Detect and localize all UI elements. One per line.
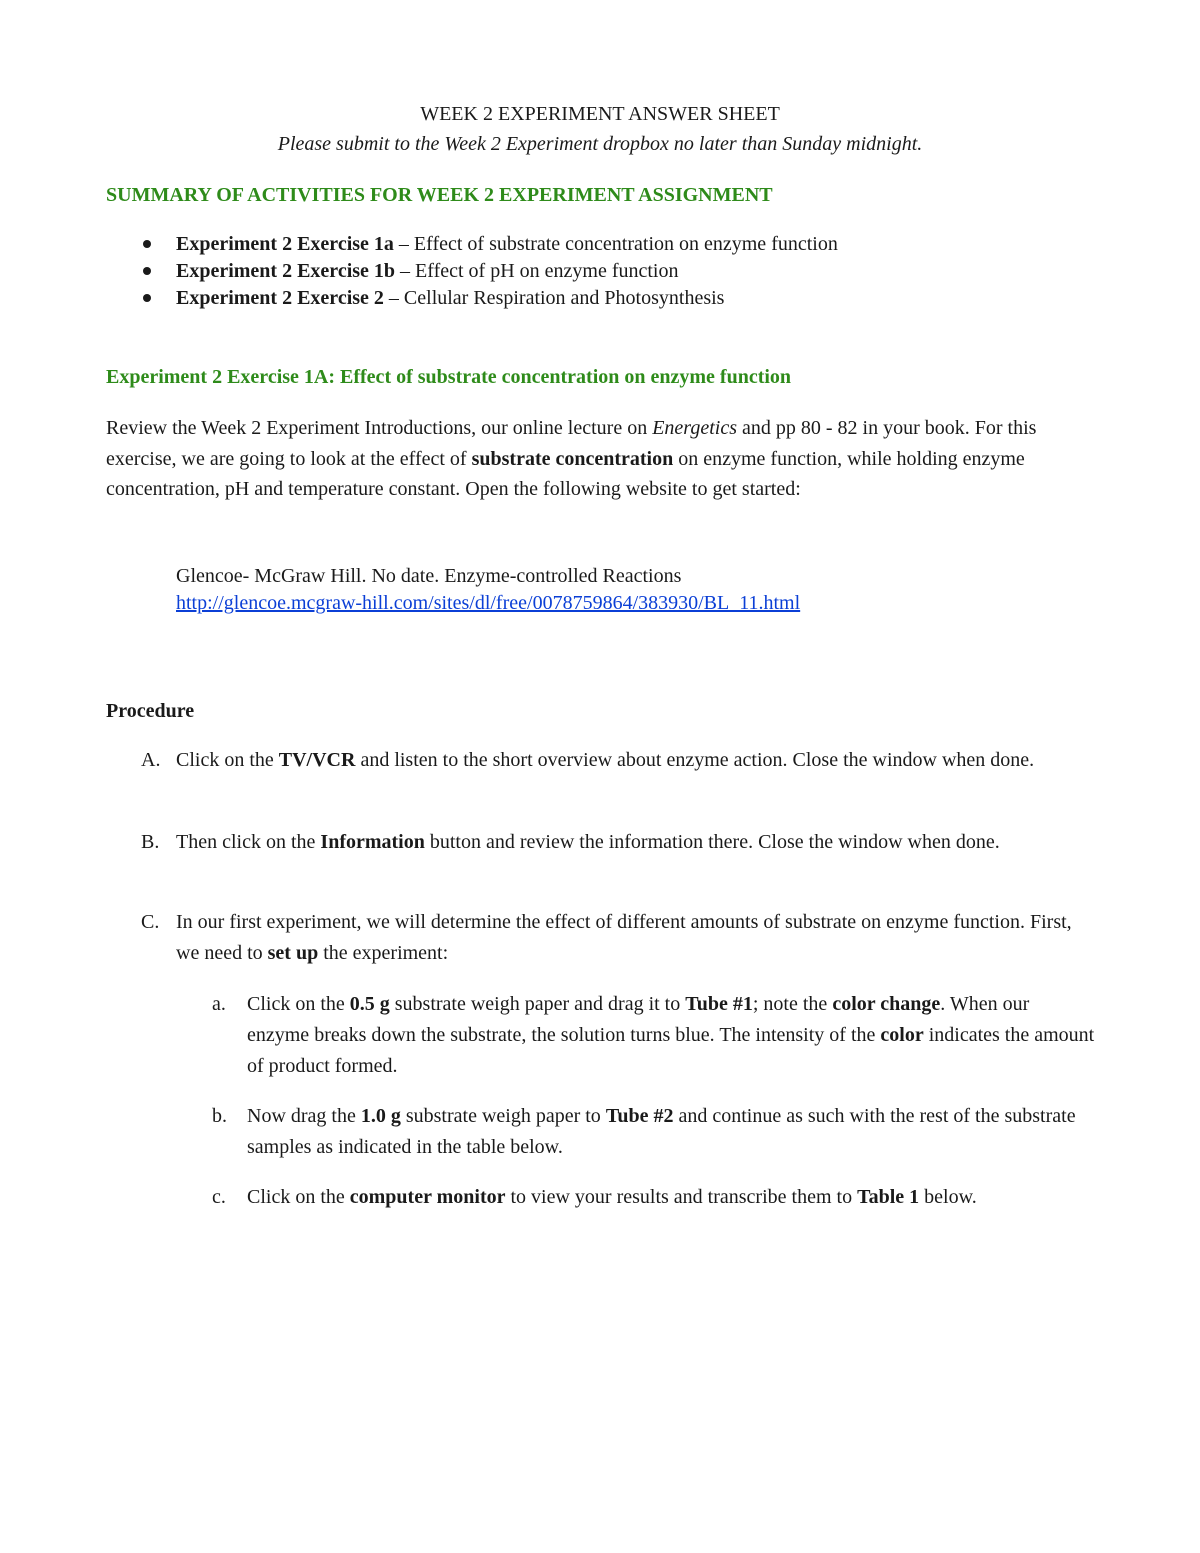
substep-bold-part: 1.0 g [360, 1105, 401, 1127]
substep-bold-part: color change [832, 993, 941, 1015]
citation-text: Glencoe- McGraw Hill. No date. Enzyme-controlled Reactions [176, 565, 682, 587]
step-text-part: In our first experiment, we will determine the effect of different amounts of substrate on enzyme function. First, we need to [176, 911, 1072, 964]
step-text-part: and listen to the short overview about enzyme action. Close the window when done. [355, 749, 1035, 771]
document-subtitle: Please submit to the Week 2 Experiment dropbox no later than Sunday midnight. [277, 133, 923, 155]
substep-text-part: substrate weigh paper and drag it to [389, 993, 686, 1015]
substep-text-part: and continue as such with the rest of the substrate samples as indicated in the table below. [247, 1105, 1076, 1158]
step-marker: A. [141, 749, 161, 771]
substep-text-part: to view your results and transcribe them to [505, 1186, 858, 1208]
step-bold-part: set up [267, 942, 319, 964]
citation-link[interactable]: http://glencoe.mcgraw-hill.com/sites/dl/free/0078759864/383930/BL_11.html [176, 592, 801, 614]
bullet-icon [143, 267, 151, 275]
procedure-step-a [141, 745, 1096, 776]
procedure-step-b [141, 827, 1096, 858]
substep-text-part: Click on the [247, 993, 350, 1015]
step-marker: B. [141, 831, 160, 853]
step-bold-part: TV/VCR [278, 749, 356, 771]
list-item-separator: – [383, 287, 404, 309]
procedure-substep-a [212, 989, 1096, 1082]
substep-text-part: . When our enzyme breaks down the substrate, the solution turns blue. The intensity of the [247, 993, 1030, 1046]
list-item-description: Effect of pH on enzyme function [415, 260, 679, 282]
substep-bold-part: color [880, 1024, 924, 1046]
substep-bold-part: 0.5 g [349, 993, 390, 1015]
step-text [141, 745, 1096, 776]
list-item-description: Effect of substrate concentration on enzyme function [413, 233, 838, 255]
substep-text-part: indicates the amount of product formed. [247, 1024, 1095, 1077]
list-item [106, 285, 1106, 312]
list-item-label: Experiment 2 Exercise 1b [176, 260, 396, 282]
intro-text: and pp 80 - 82 in your book. For this exercise, we are going to look at the effect of [106, 417, 1037, 470]
substep-text-part: Now drag the [247, 1105, 361, 1127]
procedure-substep-c [212, 1182, 1096, 1213]
step-marker: C. [141, 911, 160, 933]
step-text [141, 907, 1096, 969]
substep-text [212, 989, 1096, 1082]
procedure-heading: Procedure [106, 700, 195, 722]
substep-bold-part: Tube #1 [685, 993, 753, 1015]
exercise-heading: Experiment 2 Exercise 1A: Effect of substrate concentration on enzyme function [106, 366, 792, 388]
substep-marker: c. [212, 1186, 226, 1208]
exercise-intro-paragraph [106, 413, 1096, 505]
list-item [106, 258, 1106, 285]
substep-bold-part: Tube #2 [605, 1105, 674, 1127]
list-item [106, 231, 1106, 258]
procedure-step-c [141, 907, 1096, 969]
step-text-part: button and review the information there. Close the window when done. [424, 831, 1000, 853]
document-title: WEEK 2 EXPERIMENT ANSWER SHEET [420, 103, 780, 125]
substep-bold-part: Table 1 [857, 1186, 920, 1208]
summary-heading: SUMMARY OF ACTIVITIES FOR WEEK 2 EXPERIMENT ASSIGNMENT [106, 184, 773, 206]
substep-text [212, 1101, 1096, 1163]
intro-bold-text: substrate concentration [471, 447, 674, 470]
bullet-icon [143, 240, 151, 248]
list-item-description: Cellular Respiration and Photosynthesis [403, 287, 725, 309]
substep-text-part: ; note the [752, 993, 833, 1015]
list-item-separator: – [393, 233, 414, 255]
step-text-part: the experiment: [318, 942, 449, 964]
substep-text-part: substrate weigh paper to [400, 1105, 606, 1127]
intro-text: on enzyme function, while holding enzyme concentration, pH and temperature constant. Open the following website to get started: [106, 447, 1025, 500]
substep-text-part: below. [919, 1186, 977, 1208]
substep-marker: a. [212, 993, 226, 1015]
step-text-part: Click on the [176, 749, 279, 771]
citation-block [176, 563, 800, 617]
list-item-label: Experiment 2 Exercise 2 [176, 287, 384, 309]
intro-text: Review the Week 2 Experiment Introductions, our online lecture on [106, 417, 653, 439]
intro-italic-text: Energetics [652, 417, 737, 439]
step-bold-part: Information [320, 831, 425, 853]
step-text [141, 827, 1096, 858]
bullet-icon [143, 294, 151, 302]
substep-text-part: Click on the [247, 1186, 350, 1208]
list-item-label: Experiment 2 Exercise 1a [176, 233, 394, 255]
summary-list [106, 231, 1106, 312]
procedure-substep-b [212, 1101, 1096, 1163]
substep-bold-part: computer monitor [349, 1186, 506, 1208]
substep-text [212, 1182, 1096, 1213]
list-item-separator: – [395, 260, 416, 282]
step-text-part: Then click on the [176, 831, 321, 853]
substep-marker: b. [212, 1105, 227, 1127]
